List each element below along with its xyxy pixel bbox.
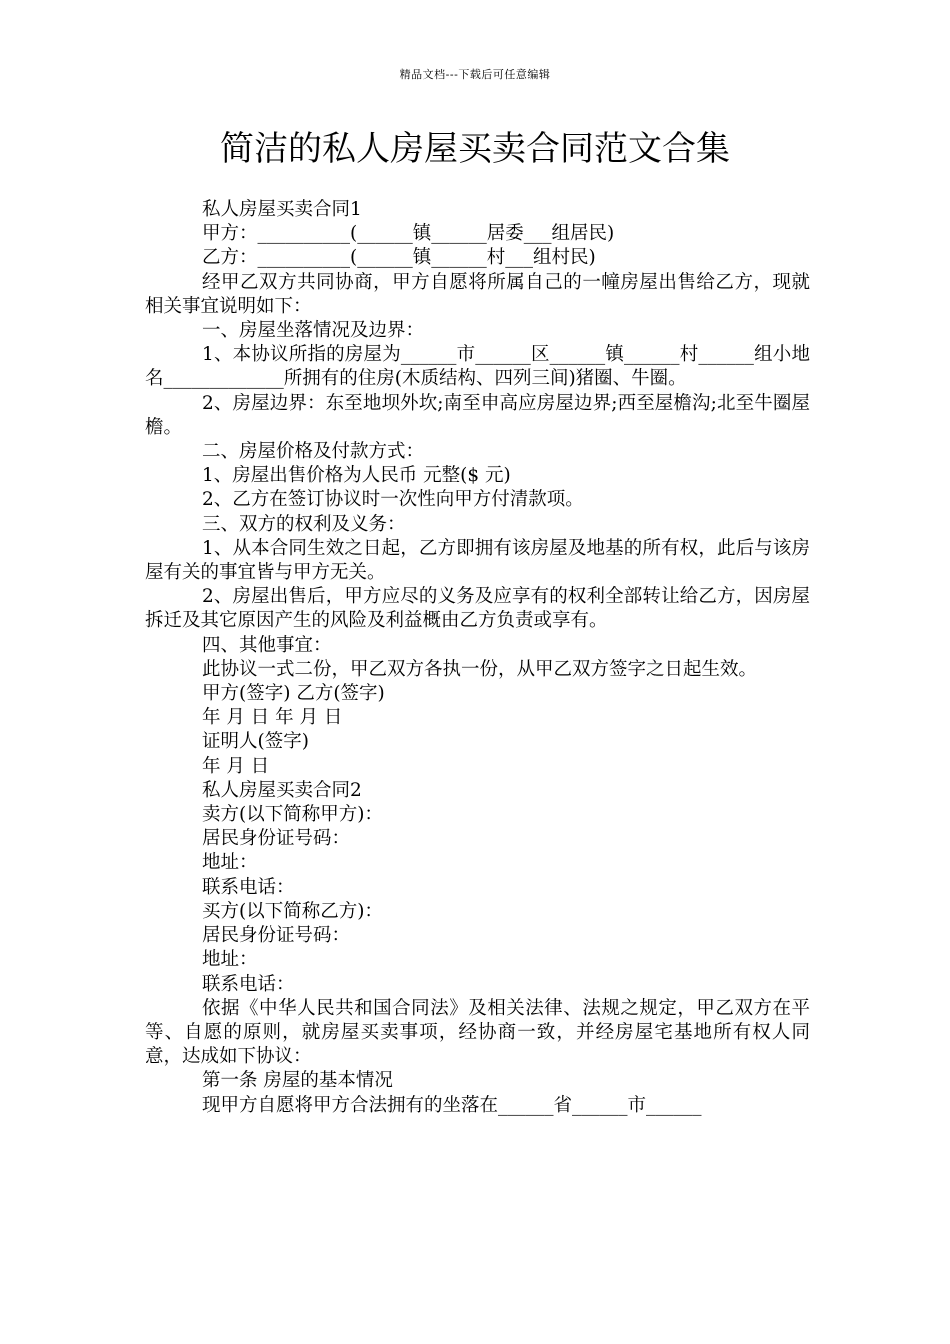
paragraph: 2、乙方在签订协议时一次性向甲方付清款项。 xyxy=(202,489,584,511)
paragraph: 2、房屋出售后，甲方应尽的义务及应享有的权利全部转让给乙方，因房屋拆迁及其它原因产生的风险及利益概由乙方负责或享有。 xyxy=(145,586,810,632)
paragraph: 私人房屋买卖合同2 xyxy=(202,779,362,801)
paragraph: 居民身份证号码： xyxy=(202,925,351,947)
paragraph: 证明人(签字) xyxy=(202,731,309,753)
paragraph: 年 月 日 年 月 日 xyxy=(202,707,343,729)
paragraph: 依据《中华人民共和国合同法》及相关法律、法规之规定，甲乙双方在平等、自愿的原则，就房屋买卖事项，经协商一致，并经房屋宅基地所有权人同意，达成如下协议： xyxy=(145,997,810,1068)
document-title: 简洁的私人房屋买卖合同范文合集 xyxy=(220,129,730,169)
paragraph: 2、房屋边界：东至地坝外坎;南至申高应房屋边界;西至屋檐沟;北至牛圈屋檐。 xyxy=(145,392,810,438)
paragraph: 买方(以下简称乙方)： xyxy=(202,900,383,922)
paragraph: 联系电话： xyxy=(202,876,295,898)
paragraph: 地址： xyxy=(202,949,258,971)
paragraph: 1、房屋出售价格为人民币 元整($ 元) xyxy=(202,465,511,487)
paragraph: 三、双方的权利及义务： xyxy=(202,513,406,535)
paragraph: 一、房屋坐落情况及边界： xyxy=(202,320,425,342)
paragraph: 1、从本合同生效之日起，乙方即拥有该房屋及地基的所有权，此后与该房屋有关的事宜皆与甲方无关。 xyxy=(145,537,810,584)
paragraph: 经甲乙双方共同协商，甲方自愿将所属自己的一幢房屋出售给乙方，现就相关事宜说明如下： xyxy=(145,271,810,317)
paragraph: 二、房屋价格及付款方式： xyxy=(202,441,425,463)
paragraph: 联系电话： xyxy=(202,973,295,995)
paragraph: 甲方(签字) 乙方(签字) xyxy=(202,683,385,705)
document-body xyxy=(145,198,810,1118)
paragraph: 年 月 日 xyxy=(202,755,270,777)
paragraph: 现甲方自愿将甲方合法拥有的坐落在______省______市______ xyxy=(202,1094,702,1116)
paragraph: 甲方：__________(______镇______居委___组居民) xyxy=(202,223,615,245)
paragraph: 卖方(以下简称甲方)： xyxy=(202,804,383,826)
paragraph: 四、其他事宜： xyxy=(202,634,332,656)
paragraph: 1、本协议所指的房屋为______市______区______镇______村______组小地名_____________所拥有的住房(木质结构、四列三间)猪圈、牛圈。 xyxy=(145,344,810,390)
paragraph: 地址： xyxy=(202,852,258,874)
paragraph: 乙方：__________(______镇______村___组村民) xyxy=(202,247,596,269)
paragraph: 此协议一式二份，甲乙双方各执一份，从甲乙双方签字之日起生效。 xyxy=(202,658,758,680)
paragraph: 居民身份证号码： xyxy=(202,828,351,850)
paragraph: 私人房屋买卖合同1 xyxy=(202,199,362,220)
header-note: 精品文档---下载后可任意编辑 xyxy=(399,68,551,81)
paragraph: 第一条 房屋的基本情况 xyxy=(202,1070,393,1092)
